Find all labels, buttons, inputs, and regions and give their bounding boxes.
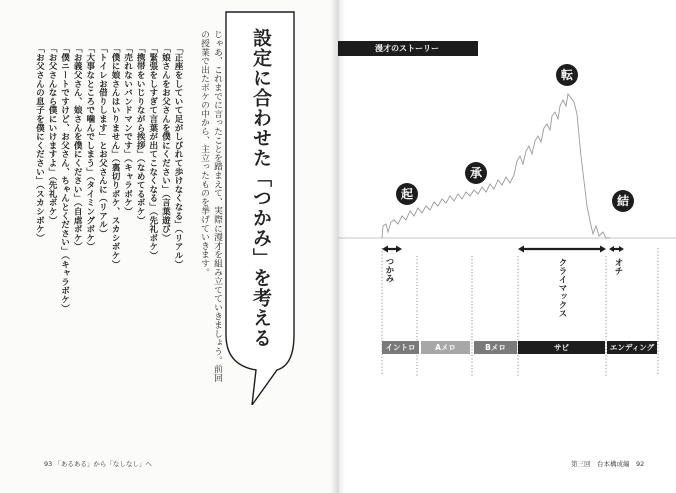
right-folio: 第三回 台本構成編 92 xyxy=(571,460,645,468)
example-line: 「お義父さん、娘さんを僕にください」（自虐ボケ） xyxy=(72,44,83,251)
intro-line: の授業で出たボケの中から、主立ったものを挙げていきます。 xyxy=(199,30,209,277)
example-line: 「大事なところで噛んでしまう」（タイミングボケ） xyxy=(84,44,95,251)
peak-label-sho: 承 xyxy=(465,162,487,184)
example-line: 「売れないバンドマンです」（キャラボケ） xyxy=(122,44,133,216)
segment-ending: エンディング xyxy=(607,341,657,354)
range-label-tsukami: つかみ xyxy=(384,257,394,283)
example-line: 「トイレお借りします」とお父さんに（リアル） xyxy=(97,44,108,238)
example-line: 「正座をしていて足がしびれて歩けなくなる」（リアル） xyxy=(173,44,183,269)
example-line: 「娘さんをお父さんを僕にください」（言葉遊び） xyxy=(160,44,171,243)
tension-curve xyxy=(382,94,610,238)
segment-sabi: サビ xyxy=(518,341,605,354)
example-line: 「僕ニートですけど、お父さん、ちゃんとください」（キャラボケ） xyxy=(59,44,70,313)
segment-intro: イントロ xyxy=(382,341,419,354)
section-title: 設定に合わせた「つかみ」を考える xyxy=(250,28,272,348)
example-line: 「僕に娘さんはいりません」（裏切りボケ、スカシボケ） xyxy=(110,44,120,269)
left-folio: 93 「あるある」から「なしなし」へ xyxy=(44,460,152,468)
story-title: 漫才のストーリー xyxy=(375,44,439,53)
range-label-climax: クライマックス xyxy=(557,258,567,318)
range-label-ochi: オチ xyxy=(613,258,623,275)
peak-label-ten: 転 xyxy=(556,64,578,86)
example-line: 「お父さんの息子を僕にください」（スカシボケ） xyxy=(34,44,45,243)
segment-a-melo: Aメロ xyxy=(421,341,470,354)
example-line: 「緊張をしすぎて言葉が出てこなくなる」（先礼ボケ） xyxy=(147,44,158,260)
intro-line: じゃあ、これまでに言ったことを踏まえて、実際に漫才を組み立てていきましょう。前回 xyxy=(212,30,222,382)
segment-b-melo: Bメロ xyxy=(474,341,517,354)
example-line: 「携帯をいじりながら挨拶」（なめてるボケ） xyxy=(135,44,146,225)
story-diagram xyxy=(338,56,676,376)
peak-label-ki: 起 xyxy=(396,183,418,205)
example-line: 「お父さんなら僕にいけますよ」（先礼ボケ） xyxy=(47,44,57,225)
peak-label-ketsu: 結 xyxy=(612,190,634,212)
